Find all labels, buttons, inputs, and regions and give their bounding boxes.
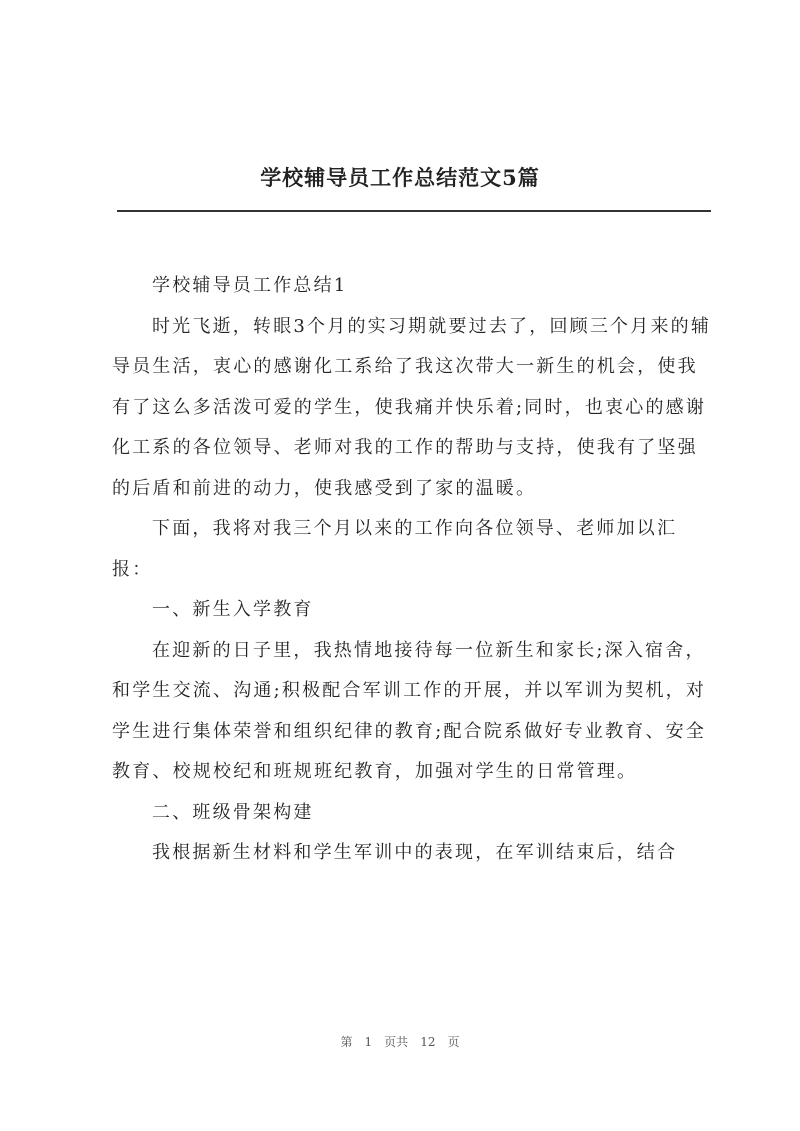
- body-paragraph: 下面，我将对我三个月以来的工作向各位领导、老师加以汇报：: [112, 518, 678, 580]
- section-heading: 学校辅导员工作总结1: [152, 275, 348, 296]
- document-body: [112, 266, 712, 874]
- document-title: 学校辅导员工作总结范文5篇: [260, 165, 540, 190]
- footer-current-page: 1: [364, 1035, 373, 1049]
- subsection-heading: 一、新生入学教育: [152, 599, 314, 620]
- footer-label-end: 页: [447, 1035, 460, 1049]
- body-paragraph: 在迎新的日子里，我热情地接待每一位新生和家长;深入宿舍，和学生交流、沟通;积极配合军训工作的开展，并以军训为契机，对学生进行集体荣誉和组织纪律的教育;配合院系做好专业教育、安全教育、校规校纪和班规班纪教育，加强对学生的日常管理。: [112, 639, 707, 782]
- title-divider: [117, 210, 711, 212]
- subsection-heading: 二、班级骨架构建: [152, 801, 314, 823]
- footer-label-page: 第: [340, 1035, 353, 1049]
- page-footer: [0, 1033, 800, 1050]
- body-paragraph: 我根据新生材料和学生军训中的表现，在军训结束后，结合: [152, 842, 678, 863]
- footer-total-pages: 12: [420, 1035, 436, 1049]
- body-paragraph: 时光飞逝，转眼3个月的实习期就要过去了，回顾三个月来的辅导员生活，衷心的感谢化工系给了我这次带大一新生的机会，使我有了这么多活泼可爱的学生，使我痛并快乐着;同时，也衷心的感谢化工系的各位领导、老师对我的工作的帮助与支持，使我有了坚强的后盾和前进的动力，使我感受到了家的温暖。: [112, 315, 712, 499]
- footer-label-total: 页共: [384, 1035, 409, 1049]
